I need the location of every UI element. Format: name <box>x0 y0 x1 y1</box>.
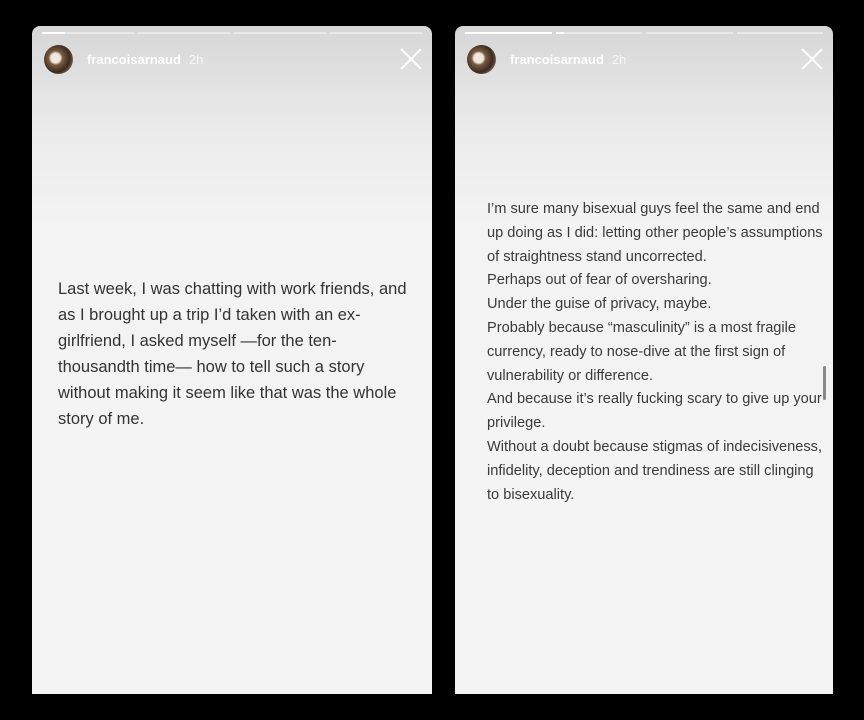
progress-segment <box>330 32 422 34</box>
story-panel-1[interactable] <box>32 26 432 694</box>
story-panel-2[interactable] <box>455 26 833 694</box>
story-progress <box>42 32 422 34</box>
progress-segment <box>465 32 552 34</box>
story-text: I’m sure many bisexual guys feel the same and end up doing as I did: letting other people’s assumptions of straightness stand uncorrected. Perhaps out of fear of oversharing. Under the guise of privacy, maybe. Probably because “masculinity” is a most fragile currency, ready to nose-dive at the first sign of vulnerability or difference. And because it’s really fucking scary to give up your privilege. Without a doubt because stigmas of indecisiveness, infidelity, deception and trendiness are still clinging to bisexuality. <box>487 201 823 503</box>
scrollbar[interactable] <box>823 366 826 400</box>
timestamp: 2h <box>188 51 204 67</box>
avatar[interactable] <box>467 45 496 74</box>
progress-segment <box>737 32 824 34</box>
story-progress <box>465 32 823 34</box>
close-icon[interactable] <box>400 48 422 70</box>
progress-segment <box>234 32 326 34</box>
progress-segment <box>556 32 643 34</box>
avatar[interactable] <box>44 45 73 74</box>
username[interactable]: francoisarnaud <box>87 51 181 67</box>
progress-segment <box>646 32 733 34</box>
timestamp: 2h <box>611 51 627 67</box>
username[interactable]: francoisarnaud <box>510 51 604 67</box>
story-text: Last week, I was chatting with work friends, and as I brought up a trip I’d taken with an ex-girlfriend, I asked myself —for the ten-thousandth time— how to tell such a story without making it seem like that was the whole story of me. <box>58 280 407 428</box>
close-icon[interactable] <box>801 48 823 70</box>
progress-segment <box>138 32 230 34</box>
progress-segment <box>42 32 134 34</box>
